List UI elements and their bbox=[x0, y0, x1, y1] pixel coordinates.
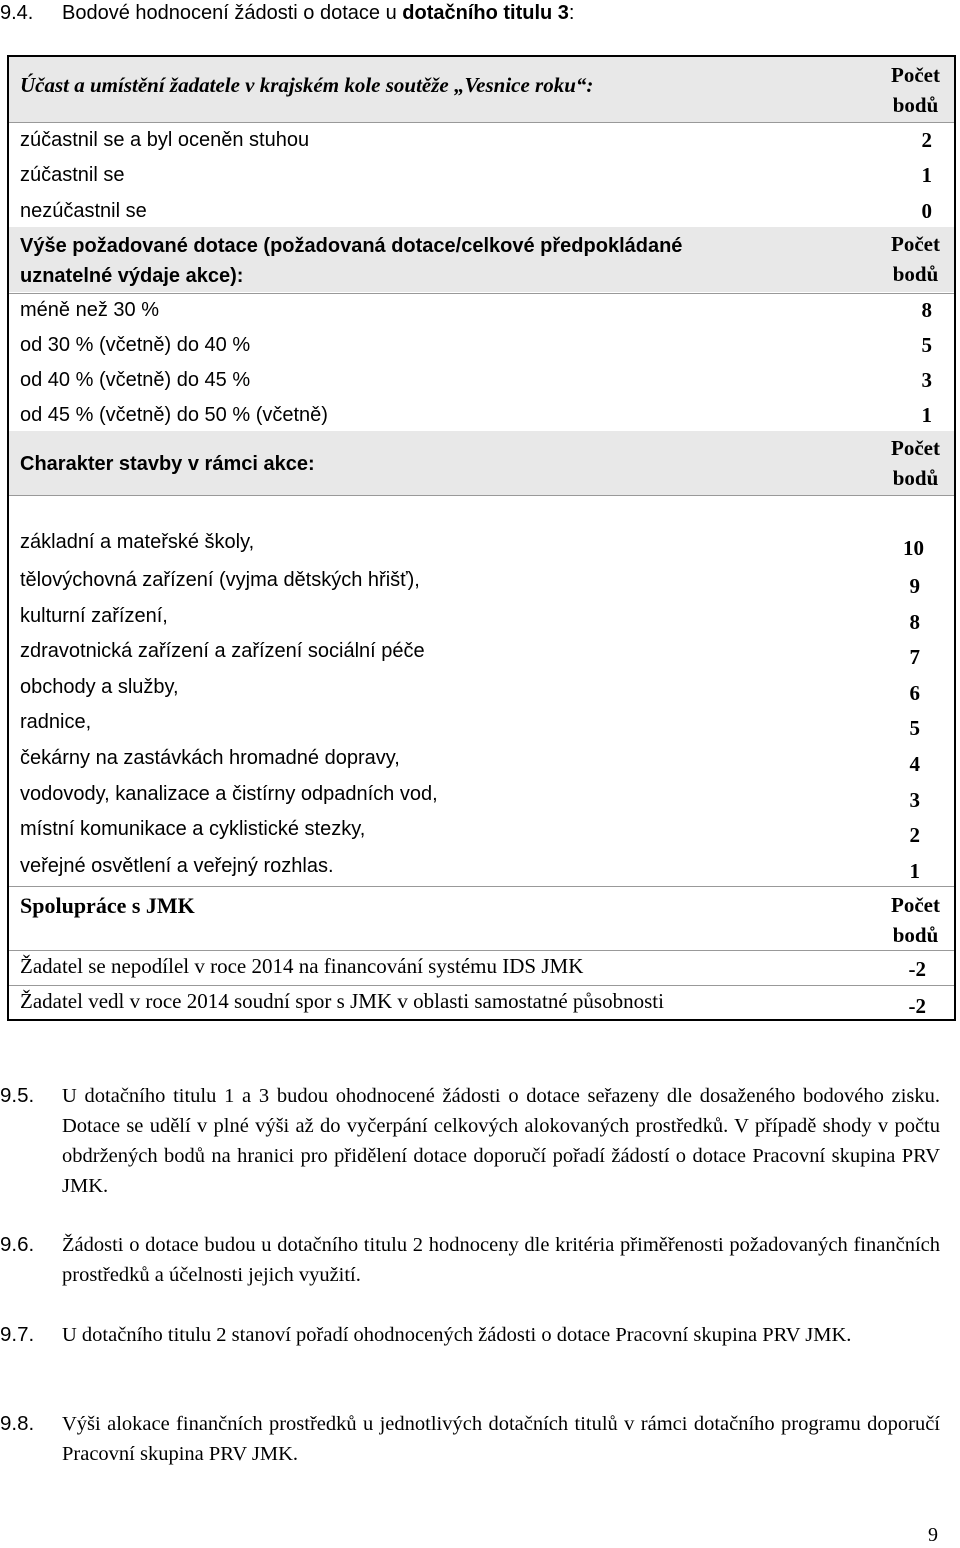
section-2-title: Výše požadované dotace (požadovaná dotace/celkové předpokládané uznatelné výdaje akce): bbox=[20, 235, 683, 287]
table-row-label: veřejné osvětlení a veřejný rozhlas. bbox=[20, 855, 334, 877]
heading-text-bold: dotačního titulu 3 bbox=[402, 2, 569, 24]
table-row-label: vodovody, kanalizace a čistírny odpadních vod, bbox=[20, 783, 438, 805]
section-2-points-header: Počet bodů bbox=[891, 232, 940, 286]
table-row-label: nezúčastnil se bbox=[20, 200, 147, 222]
table-row-points: 1 bbox=[921, 403, 932, 427]
paragraph-text: U dotačního titulu 2 stanoví pořadí ohodnocených žádosti o dotace Pracovní skupina PRV JMK. bbox=[62, 1324, 852, 1346]
table-row-label: zúčastnil se bbox=[20, 164, 125, 186]
table-row-label: od 40 % (včetně) do 45 % bbox=[20, 369, 251, 391]
section-1-points-header: Počet bodů bbox=[891, 63, 940, 117]
section-1-title: Účast a umístění žadatele v krajském kole soutěže „Vesnice roku“: bbox=[20, 73, 594, 97]
table-row-points: 8 bbox=[909, 610, 920, 634]
table-row-points: 8 bbox=[921, 298, 932, 322]
paragraph-number: 9.6. bbox=[0, 1233, 35, 1256]
heading-text-end: : bbox=[568, 2, 575, 24]
table-row-label: Žadatel se nepodílel v roce 2014 na financování systému IDS JMK bbox=[20, 954, 584, 978]
table-row-points: 4 bbox=[909, 752, 920, 776]
page-number: 9 bbox=[928, 1524, 938, 1546]
table-row-label: od 30 % (včetně) do 40 % bbox=[20, 334, 251, 356]
scoring-table bbox=[7, 55, 956, 1021]
paragraph-number: 9.8. bbox=[0, 1412, 35, 1435]
heading-text: Bodové hodnocení žádosti o dotace u bbox=[62, 2, 403, 24]
paragraph-text: U dotačního titulu 1 a 3 budou ohodnocené žádosti o dotace seřazeny dle dosaženého bodového zisku. Dotace se udělí v plné výši až do vyčerpání celkových alokovaných prostředků. V případě shody v počtu obdržených bodů na hranici pro přidělení dotace doporučí pořadí žádostí o dotace Pracovní skupina PRV JMK. bbox=[62, 1085, 940, 1197]
section-4-points-header: Počet bodů bbox=[891, 893, 940, 947]
paragraph-number: 9.7. bbox=[0, 1323, 35, 1346]
divider bbox=[9, 293, 954, 294]
table-row-points: 2 bbox=[909, 823, 920, 847]
table-row-label: čekárny na zastávkách hromadné dopravy, bbox=[20, 747, 400, 769]
table-row-label: tělovýchovná zařízení (vyjma dětských hřišť), bbox=[20, 569, 420, 591]
paragraph-number: 9.5. bbox=[0, 1084, 35, 1107]
table-row-label: radnice, bbox=[20, 711, 92, 733]
section-3-title: Charakter stavby v rámci akce: bbox=[20, 453, 315, 475]
section-heading bbox=[0, 2, 574, 25]
table-row-points: 5 bbox=[909, 716, 920, 740]
table-row-label: Žadatel vedl v roce 2014 soudní spor s JMK v oblasti samostatné působnosti bbox=[20, 989, 664, 1013]
paragraph-text: Výši alokace finančních prostředků u jednotlivých dotačních titulů v rámci dotačního programu doporučí Pracovní skupina PRV JMK. bbox=[62, 1413, 940, 1465]
paragraph-9-6 bbox=[0, 1230, 940, 1290]
table-row-points: 0 bbox=[921, 199, 932, 223]
table-row-points: 9 bbox=[909, 574, 920, 598]
table-row-label: základní a mateřské školy, bbox=[20, 531, 255, 553]
table-row-points: 3 bbox=[921, 368, 932, 392]
table-row-label: kulturní zařízení, bbox=[20, 605, 168, 627]
heading-number: 9.4. bbox=[0, 2, 34, 24]
divider bbox=[9, 122, 954, 123]
table-row-label: zúčastnil se a byl oceněn stuhou bbox=[20, 129, 310, 151]
table-row-points: 3 bbox=[909, 788, 920, 812]
divider bbox=[9, 950, 954, 951]
table-row-label: méně než 30 % bbox=[20, 299, 159, 321]
table-row-points: 1 bbox=[909, 859, 920, 883]
table-row-points: 7 bbox=[909, 645, 920, 669]
table-row-label: místní komunikace a cyklistické stezky, bbox=[20, 818, 366, 840]
paragraph-9-7 bbox=[0, 1320, 940, 1350]
table-row-label: od 45 % (včetně) do 50 % (včetně) bbox=[20, 404, 328, 426]
divider bbox=[9, 495, 954, 496]
table-row-label: zdravotnická zařízení a zařízení sociální péče bbox=[20, 640, 425, 662]
table-row-points: 10 bbox=[903, 536, 924, 560]
table-row-points: -2 bbox=[908, 957, 926, 981]
section-4-title: Spolupráce s JMK bbox=[20, 893, 195, 918]
table-row-points: -2 bbox=[908, 994, 926, 1018]
table-row-points: 1 bbox=[921, 163, 932, 187]
table-row-points: 6 bbox=[909, 681, 920, 705]
paragraph-9-5 bbox=[0, 1081, 940, 1201]
paragraph-text: Žádosti o dotace budou u dotačního titulu 2 hodnoceny dle kritéria přiměřenosti požadovaných finančních prostředků a účelnosti jejich využití. bbox=[62, 1234, 940, 1286]
paragraph-9-8 bbox=[0, 1409, 940, 1469]
table-row-label: obchody a služby, bbox=[20, 676, 179, 698]
table-row-points: 2 bbox=[921, 128, 932, 152]
table-row-points: 5 bbox=[921, 333, 932, 357]
divider bbox=[9, 985, 954, 986]
section-3-points-header: Počet bodů bbox=[891, 436, 940, 490]
divider bbox=[9, 886, 954, 887]
